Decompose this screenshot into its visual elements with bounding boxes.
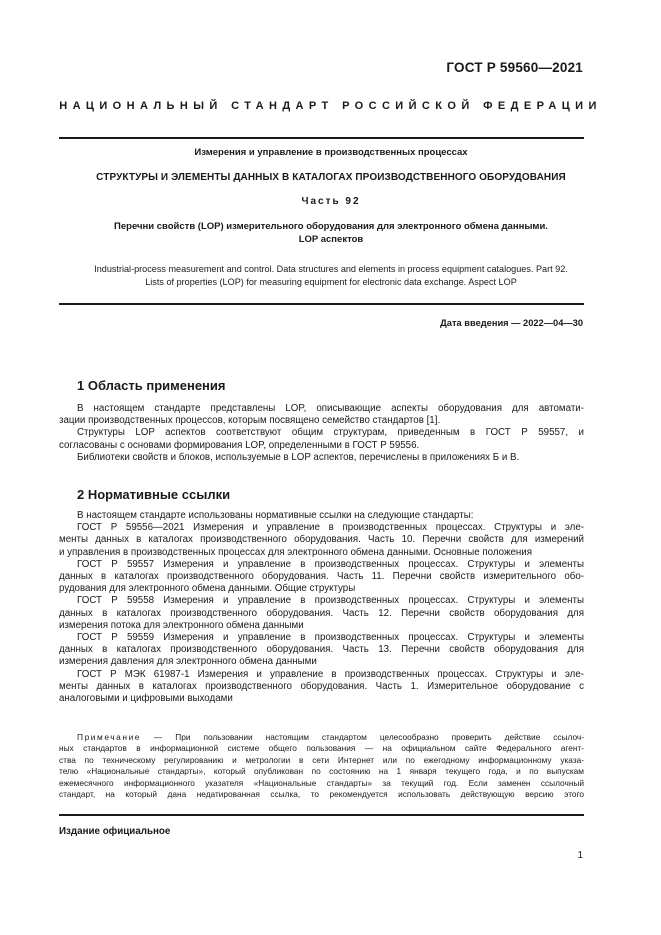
note-line: телю «Национальные стандарты», который опубликован по состоянию на 1 января текущего года, и по выпускам	[59, 766, 584, 777]
standard-subject: Измерения и управление в производственных процессах	[194, 147, 468, 158]
paragraph-line: В настоящем стандарте представлены LOP, описывающие аспекты оборудования для автомати-	[77, 403, 584, 414]
introduction-date: Дата введения — 2022—04—30	[440, 318, 583, 328]
reference-line: рудования для электронного обмена данными. Общие структуры	[59, 583, 356, 595]
note-block	[59, 732, 584, 800]
reference-line: данных в каталогах производственного оборудования. Часть 12. Перечни свойств оборудования для	[59, 607, 584, 619]
standard-part: Часть 92	[301, 196, 361, 207]
english-title-line-1: Industrial-process measurement and control. Data structures and elements in process equipment catalogues. Part 92.	[94, 264, 568, 274]
reference-line: менты данных в каталогах производственного оборудования. Часть 10. Перечни свойств для измерений	[59, 534, 584, 546]
reference-line: ГОСТ Р 59559 Измерения и управление в производственных процессах. Структуры и элементы	[77, 632, 584, 644]
subtitle-line-2: LOP аспектов	[298, 233, 364, 245]
page-number: 1	[577, 850, 583, 861]
reference-line: измерения потока для электронного обмена данными	[59, 619, 304, 631]
english-title	[78, 263, 584, 288]
national-standard-banner: НАЦИОНАЛЬНЫЙ СТАНДАРТ РОССИЙСКОЙ ФЕДЕРАЦИИ	[59, 100, 602, 112]
top-divider	[59, 137, 584, 139]
gost-number: ГОСТ Р 59560—2021	[446, 60, 583, 75]
reference-line: измерения давления для электронного обмена данными	[59, 656, 317, 668]
section-2-heading: 2 Нормативные ссылки	[77, 487, 231, 502]
note-label: Примечание	[77, 732, 142, 742]
reference-line: ГОСТ Р 59557 Измерения и управление в производственных процессах. Структуры и элементы	[77, 558, 584, 570]
note-line: ных стандартов в информационной системе общего пользования — на официальном сайте Федерального агент-	[59, 743, 584, 754]
reference-line: аналоговыми и цифровыми выходами	[59, 693, 233, 705]
section-2-body	[59, 510, 584, 705]
reference-line: данных в каталогах производственного оборудования. Часть 13. Перечни свойств оборудования для	[59, 644, 584, 656]
paragraph-line: согласованы с основами формирования LOP, определенными в ГОСТ Р 59556.	[59, 439, 420, 451]
paragraph-line: Библиотеки свойств и блоков, используемые в LOP аспектов, перечислены в приложениях Б и В.	[77, 451, 520, 463]
section-1-body	[59, 403, 584, 464]
note-line: ства по техническому регулированию и метрологии в сети Интернет или по ежегодному информационному указа-	[59, 754, 584, 765]
reference-line: ГОСТ Р 59556—2021 Измерения и управление в производственных процессах. Структуры и эле-	[77, 522, 584, 534]
note-line: ежемесячного информационного указателя «Национальные стандарты» за текущий год. Если заменен ссылочный	[59, 777, 584, 788]
title-divider	[59, 303, 584, 305]
paragraph-line: Структуры LOP аспектов соответствуют общим структурам, приведенным в ГОСТ Р 59557, и	[77, 427, 584, 439]
reference-line: данных в каталогах производственного оборудования. Часть 11. Перечни свойств измерительного обо-	[59, 571, 584, 583]
official-edition: Издание официальное	[59, 826, 171, 837]
note-line: стандарт, на который дана недатированная ссылка, то рекомендуется использовать действующую версию этого	[59, 789, 584, 800]
standard-title: СТРУКТУРЫ И ЭЛЕМЕНТЫ ДАННЫХ В КАТАЛОГАХ ПРОИЗВОДСТВЕННОГО ОБОРУДОВАНИЯ	[96, 172, 566, 183]
reference-line: менты данных в каталогах производственного оборудования. Часть 1. Измерительное оборудование с	[59, 680, 584, 692]
footer-divider	[59, 814, 584, 816]
paragraph-line: В настоящем стандарте использованы нормативные ссылки на следующие стандарты:	[77, 510, 474, 521]
note-line	[59, 732, 584, 743]
subtitle-line-1: Перечни свойств (LOP) измерительного оборудования для электронного обмена данными.	[114, 221, 548, 232]
english-title-line-2: Lists of properties (LOP) for measuring equipment for electronic data exchange. Aspect LOP	[145, 276, 517, 287]
reference-line: ГОСТ Р 59558 Измерения и управление в производственных процессах. Структуры и элементы	[77, 595, 584, 607]
standard-subtitle	[78, 221, 584, 246]
paragraph-line: зации производственных процессов, которым посвящено семейство стандартов [1].	[59, 415, 441, 427]
reference-line: ГОСТ Р МЭК 61987-1 Измерения и управление в производственных процессах. Структуры и эле-	[77, 668, 584, 680]
section-1-heading: 1 Область применения	[77, 378, 226, 393]
reference-line: и управления в производственных процессах для электронного обмена данными. Основные положения	[59, 546, 533, 558]
note-text: — При пользовании настоящим стандартом целесообразно проверить действие ссылоч-	[141, 732, 584, 742]
